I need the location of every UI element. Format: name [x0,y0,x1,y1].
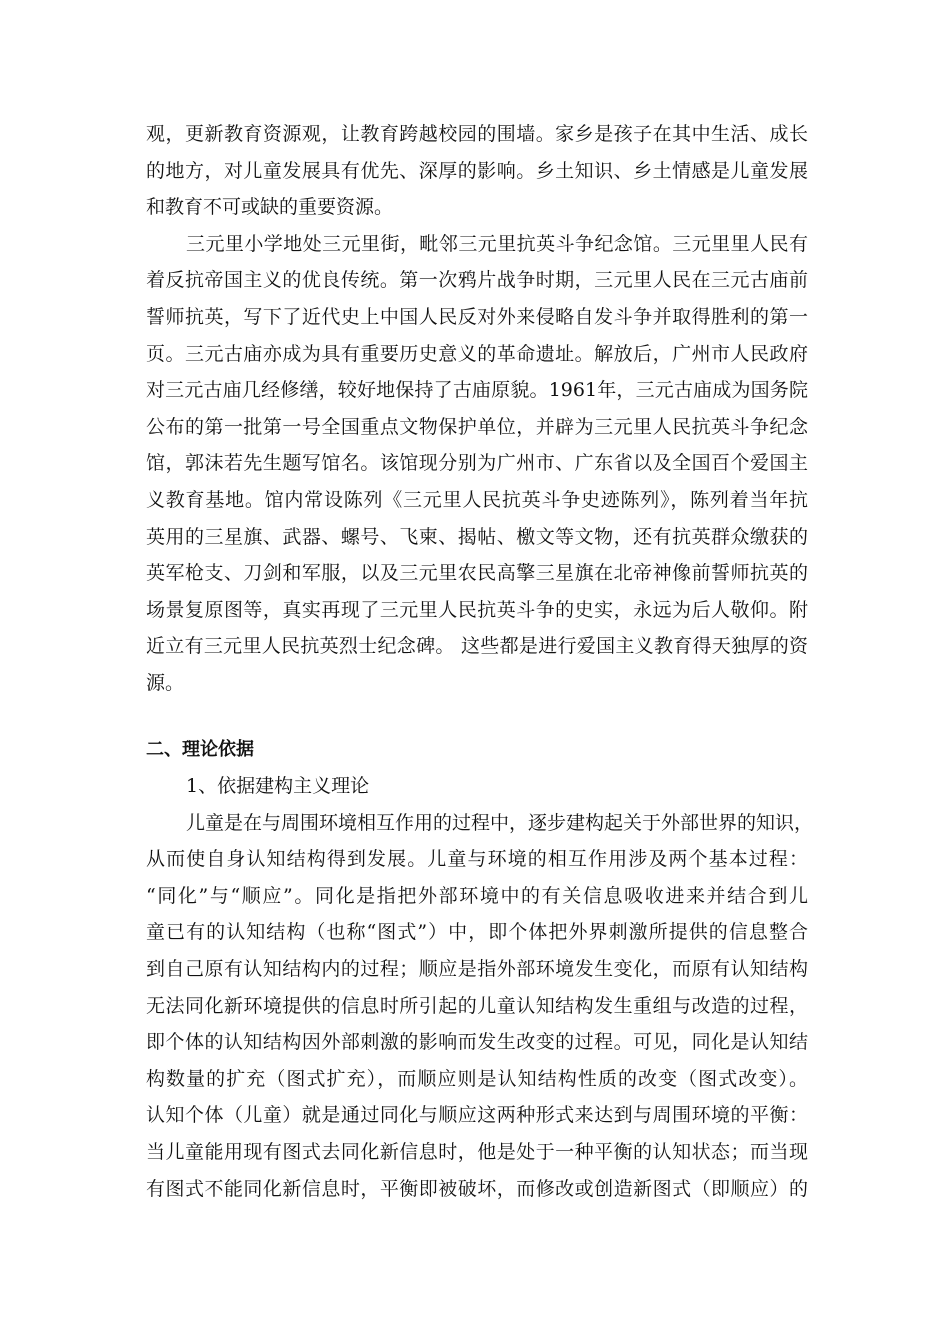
text-line: 构数量的扩充（图式扩充），而顺应则是认知结构性质的改变（图式改变）。 [146,1067,808,1090]
subsection-heading: 1、依据建构主义理论 [186,775,370,798]
text-line: 从而使自身认知结构得到发展。儿童与环境的相互作用涉及两个基本过程： [146,848,808,871]
text-line: “同化”与“顺应”。同化是指把外部环境中的有关信息吸收进来并结合到儿 [146,884,808,907]
text-line: 童已有的认知结构（也称“图式”）中，即个体把外界刺激所提供的信息整合 [146,921,808,944]
text-line: 义教育基地。馆内常设陈列《三元里人民抗英斗争史迹陈列》，陈列着当年抗 [146,488,808,511]
text-line: 三元里小学地处三元里街，毗邻三元里抗英斗争纪念馆。三元里里人民有 [186,232,808,255]
text-line: 观，更新教育资源观，让教育跨越校园的围墙。家乡是孩子在其中生活、成长 [146,123,808,145]
text-line: 近立有三元里人民抗英烈士纪念碑。 这些都是进行爱国主义教育得天独厚的资 [146,635,808,658]
section-heading: 二、理论依据 [146,738,254,760]
text-line: 誓师抗英，写下了近代史上中国人民反对外来侵略自发斗争并取得胜利的第一 [146,305,808,328]
text-line: 无法同化新环境提供的信息时所引起的儿童认知结构发生重组与改造的过程， [146,994,808,1017]
paragraph-intro-continued [146,116,808,226]
text-line: 有图式不能同化新信息时，平衡即被破坏，而修改或创造新图式（即顺应）的 [146,1177,808,1200]
text-line: 着反抗帝国主义的优良传统。第一次鸦片战争时期，三元里人民在三元古庙前 [146,269,808,292]
paragraph-sanyuanli [146,226,808,702]
text-line: 认知个体（儿童）就是通过同化与顺应这两种形式来达到与周围环境的平衡： [146,1104,808,1127]
text-line: 馆，郭沫若先生题写馆名。该馆现分别为广州市、广东省以及全国百个爱国主 [146,452,808,475]
text-line: 当儿童能用现有图式去同化新信息时，他是处于一种平衡的认知状态；而当现 [146,1141,808,1164]
text-line: 场景复原图等，真实再现了三元里人民抗英斗争的史实，永远为后人敬仰。附 [146,598,808,621]
section-spacer [146,702,808,732]
text-line: 英军枪支、刀剑和军服，以及三元里农民高擎三星旗在北帝神像前誓师抗英的 [146,562,808,585]
paragraph-constructivism [146,805,814,1208]
text-line: 和教育不可或缺的重要资源。 [146,196,394,219]
text-line: 儿童是在与周围环境相互作用的过程中，逐步建构起关于外部世界的知识， [186,811,814,834]
text-line: 到自己原有认知结构内的过程；顺应是指外部环境发生变化，而原有认知结构 [146,958,808,981]
text-line: 的地方，对儿童发展具有优先、深厚的影响。乡土知识、乡土情感是儿童发展 [146,159,808,182]
text-line: 即个体的认知结构因外部刺激的影响而发生改变的过程。可见，同化是认知结 [146,1031,808,1054]
text-line: 公布的第一批第一号全国重点文物保护单位，并辟为三元里人民抗英斗争纪念 [146,415,808,438]
text-line: 源。 [146,671,185,694]
document-body [146,116,814,1207]
text-line: 页。三元古庙亦成为具有重要历史意义的革命遗址。解放后，广州市人民政府 [146,342,808,365]
text-line: 对三元古庙几经修缮，较好地保持了古庙原貌。1961年，三元古庙成为国务院 [146,379,808,402]
text-line: 英用的三星旗、武器、螺号、飞柬、揭帖、檄文等文物，还有抗英群众缴获的 [146,525,808,548]
